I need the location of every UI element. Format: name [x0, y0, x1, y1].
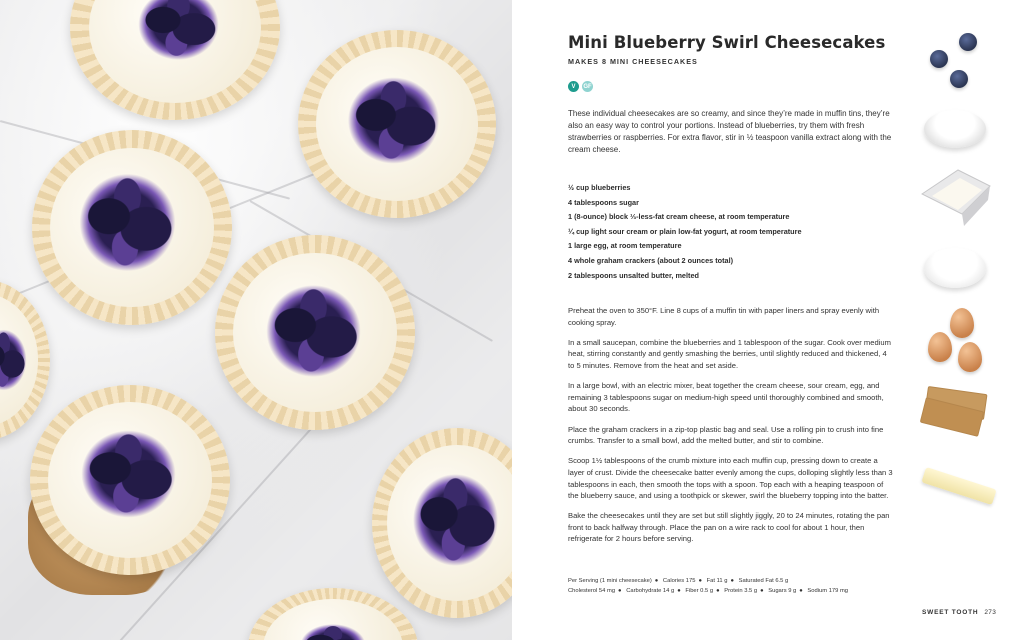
ingredient-item: 4 tablespoons sugar	[568, 197, 639, 207]
method-step: Scoop 1½ tablespoons of the crumb mixture into each muffin cup, pressing down to create a layer of crust. Divide the cheesecake batter evenly among the cups, dolloping slightly less than 3 tablespoons in each, then smooth the tops with a spoon. Top each with a heaping teaspoon of the blueberry sauce, and using a toothpick or skewer, swirl the blueberry topping into the batter.	[568, 456, 893, 501]
recipe-intro: These individual cheesecakes are so creamy, and since they’re made in muffin tins, they’re also an easy way to control your portions. Instead of blueberries, try them with fresh strawberries or raspberries. For extra flavor, stir in ½ teaspoon vanilla extract along with the cream cheese.	[568, 109, 892, 154]
butter-illustration	[916, 464, 1006, 508]
nutrition-row: Per Serving (1 mini cheesecake) ● Calories 175 ● Fat 11 g ● Saturated Fat 6.5 g	[568, 578, 789, 584]
nutrition-info	[568, 576, 908, 596]
nutrition-row: Cholesterol 54 mg ● Carbohydrate 14 g ● Fiber 0.5 g ● Protein 3.5 g ● Sugars 9 g ● Sodium 179 mg	[568, 588, 849, 594]
nutrition-saturated-fat: Saturated Fat 6.5 g	[738, 578, 789, 584]
yogurt-bowl-illustration	[922, 246, 988, 292]
cheesecake	[372, 428, 512, 618]
ingredient-item: 1 (8-ounce) block ⅓-less-fat cream cheese, at room temperature	[568, 212, 790, 222]
nutrition-serving: Per Serving (1 mini cheesecake)	[568, 578, 652, 584]
page-footer	[922, 609, 996, 616]
cheesecake	[215, 235, 415, 430]
cream-cheese-illustration	[918, 164, 994, 232]
graham-crackers-illustration	[916, 386, 1002, 450]
recipe-page	[512, 0, 1024, 640]
nutrition-fiber: Fiber 0.5 g	[685, 588, 714, 594]
method-step: In a large bowl, with an electric mixer, beat together the cream cheese, sour cream, egg, and remaining 3 tablespoons sugar on medium-high speed until thoroughly combined and smooth, about 30 seconds.	[568, 381, 884, 414]
nutrition-calories: Calories 175	[662, 578, 696, 584]
bitten-cheesecake	[30, 385, 230, 575]
method-step: Preheat the oven to 350°F. Line 8 cups of a muffin tin with paper liners and spray evenly with cooking spray.	[568, 306, 880, 327]
method-step: Bake the cheesecakes until they are set but still slightly jiggly, 20 to 24 minutes, rotating the pan front to back halfway through. Place the pan on a wire rack to cool for about 1 hour, then refrigerate for 2 hours before serving.	[568, 511, 890, 544]
nutrition-carbohydrate: Carbohydrate 14 g	[626, 588, 675, 594]
gluten-free-badge: GF	[582, 81, 593, 92]
sugar-bowl-illustration	[922, 106, 988, 152]
diet-badges	[568, 81, 593, 92]
nutrition-fat: Fat 11 g	[706, 578, 728, 584]
section-name: SWEET TOOTH	[922, 609, 979, 616]
page-number: 273	[984, 609, 997, 616]
cheesecake	[298, 30, 496, 218]
cheesecake	[70, 0, 280, 120]
cheesecake	[32, 130, 232, 325]
ingredient-item: 2 tablespoons unsalted butter, melted	[568, 270, 699, 280]
method-step: Place the graham crackers in a zip-top plastic bag and seal. Use a rolling pin to crush into fine crumbs. Transfer to a small bowl, add the melted butter, and stir to combine.	[568, 424, 884, 446]
cheesecake	[0, 280, 50, 440]
nutrition-sodium: Sodium 179 mg	[807, 588, 849, 594]
method-step: In a small saucepan, combine the blueberries and 1 tablespoon of the sugar. Cook over medium heat, stirring constantly and gently smashing the berries, until slightly reduced and thickened, 4 to 5 minutes. Remove from the heat and set aside.	[568, 337, 891, 370]
ingredient-item: 4 whole graham crackers (about 2 ounces total)	[568, 255, 734, 265]
ingredient-item: ¼ cup light sour cream or plain low-fat yogurt, at room temperature	[568, 226, 802, 236]
nutrition-cholesterol: Cholesterol 54 mg	[568, 588, 616, 594]
cheesecake	[248, 588, 418, 640]
eggs-illustration	[926, 308, 986, 378]
ingredient-item: ½ cup blueberries	[568, 183, 631, 192]
ingredient-item: 1 large egg, at room temperature	[568, 241, 682, 251]
method-steps	[568, 305, 894, 554]
blueberries-illustration	[926, 30, 986, 90]
recipe-yield: MAKES 8 MINI CHEESECAKES	[568, 57, 698, 66]
vegetarian-badge: V	[568, 81, 579, 92]
ingredient-list	[568, 181, 898, 283]
nutrition-sugars: Sugars 9 g	[768, 588, 797, 594]
recipe-title: Mini Blueberry Swirl Cheesecakes	[568, 33, 886, 52]
nutrition-protein: Protein 3.5 g	[724, 588, 758, 594]
